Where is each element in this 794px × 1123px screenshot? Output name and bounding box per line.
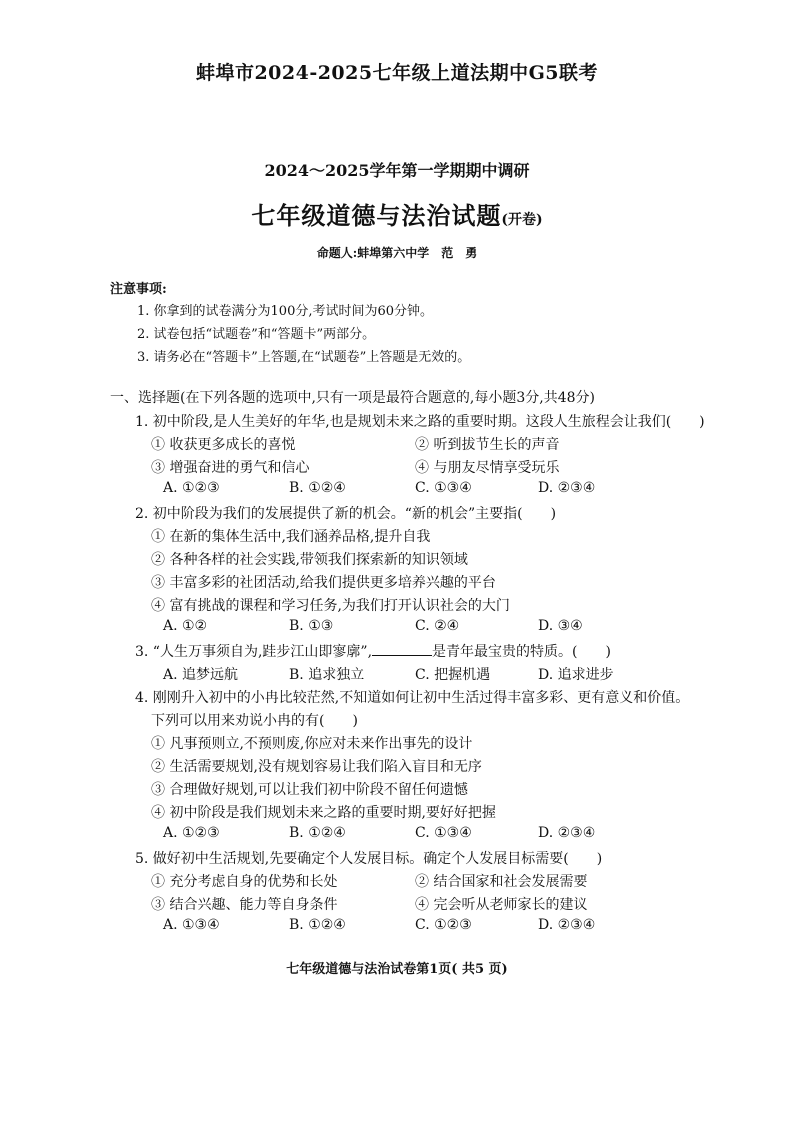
question-statement: ④ 与朋友尽情享受玩乐 bbox=[415, 460, 560, 476]
answer-choice: C. ①②③ bbox=[415, 917, 472, 933]
question-statement: ② 各种各样的社会实践,带领我们探索新的知识领域 bbox=[151, 552, 468, 568]
question-statement: ④ 初中阶段是我们规划未来之路的重要时期,要好好把握 bbox=[151, 805, 496, 821]
question-stem-text: 1. 初中阶段,是人生美好的年华,也是规划未来之路的重要时期。这段人生旅程会让我们( bbox=[135, 414, 672, 430]
question-statement: ① 在新的集体生活中,我们涵养品格,提升自我 bbox=[151, 529, 431, 545]
answer-paren-close: ) bbox=[605, 644, 611, 660]
notice-item: 2. 试卷包括“试题卷”和“答题卡”两部分。 bbox=[137, 327, 376, 342]
notice-title: 注意事项: bbox=[110, 282, 167, 297]
answer-paren-close: ) bbox=[699, 414, 705, 430]
question-stem-text: 3. “人生万事须自为,跬步江山即寥廓”, bbox=[135, 644, 373, 660]
question-stem-text: 5. 做好初中生活规划,先要确定个人发展目标。确定个人发展目标需要( bbox=[135, 851, 569, 867]
answer-paren-close: ) bbox=[352, 713, 358, 729]
question-stem bbox=[135, 641, 611, 661]
question-stem: 4. 刚刚升入初中的小冉比较茫然,不知道如何让初中生活过得丰富多彩、更有意义和价值。 bbox=[135, 690, 690, 706]
answer-choice: D. 追求进步 bbox=[538, 667, 614, 683]
question-statement: ② 结合国家和社会发展需要 bbox=[415, 874, 588, 890]
section-title: 一、选择题(在下列各题的选项中,只有一项是最符合题意的,每小题3分,共48分) bbox=[110, 390, 595, 406]
answer-paren-close: ) bbox=[596, 851, 603, 867]
exam-author: 命题人:蚌埠第六中学 范 勇 bbox=[316, 246, 478, 260]
question-stem-text: 是青年最宝贵的特质。( bbox=[432, 644, 578, 660]
answer-choice: A. ①②③ bbox=[163, 480, 220, 496]
answer-choice: B. 追求独立 bbox=[289, 667, 365, 683]
answer-choice: B. ①②④ bbox=[289, 825, 346, 841]
answer-choice: D. ②③④ bbox=[538, 480, 596, 496]
question-stem-continued bbox=[151, 710, 358, 730]
question-statement: ② 听到拔节生长的声音 bbox=[415, 437, 560, 453]
notice-item: 3. 请务必在“答题卡”上答题,在“试题卷”上答题是无效的。 bbox=[137, 350, 471, 365]
exam-title bbox=[0, 196, 794, 231]
page-header: 蚌埠市2024-2025七年级上道法期中G5联考 bbox=[195, 62, 599, 84]
question-statement: ① 充分考虑自身的优势和长处 bbox=[151, 874, 338, 890]
question-statement: ② 生活需要规划,没有规划容易让我们陷入盲目和无序 bbox=[151, 759, 482, 775]
question-stem bbox=[135, 411, 705, 431]
answer-choice: D. ②③④ bbox=[538, 917, 596, 933]
fill-blank bbox=[372, 643, 432, 656]
answer-choice: C. ①③④ bbox=[415, 825, 472, 841]
answer-choice: D. ②③④ bbox=[538, 825, 596, 841]
question-statement: ③ 合理做好规划,可以让我们初中阶段不留任何遗憾 bbox=[151, 782, 468, 798]
exam-title-text: 七年级道德与法治试题 bbox=[251, 201, 502, 230]
answer-choice: A. ①② bbox=[163, 618, 208, 634]
answer-choice: A. ①③④ bbox=[163, 917, 220, 933]
question-stem bbox=[135, 848, 602, 868]
answer-paren-close: ) bbox=[550, 506, 557, 522]
exam-subtitle: 2024～2025学年第一学期期中调研 bbox=[264, 161, 530, 180]
question-statement: ① 收获更多成长的喜悦 bbox=[151, 437, 296, 453]
question-stem bbox=[135, 503, 556, 523]
question-statement: ① 凡事预则立,不预则废,你应对未来作出事先的设计 bbox=[151, 736, 473, 752]
answer-choice: D. ③④ bbox=[538, 618, 583, 634]
question-stem-text: 下列可以用来劝说小冉的有( bbox=[151, 713, 325, 729]
page-footer: 七年级道德与法治试卷第1页( 共5 页) bbox=[286, 962, 508, 977]
answer-choice: B. ①②④ bbox=[289, 480, 346, 496]
question-statement: ③ 增强奋进的勇气和信心 bbox=[151, 460, 310, 476]
question-statement: ③ 丰富多彩的社团活动,给我们提供更多培养兴趣的平台 bbox=[151, 575, 496, 591]
question-stem-text: 2. 初中阶段为我们的发展提供了新的机会。“新的机会”主要指( bbox=[135, 506, 523, 522]
notice-item: 1. 你拿到的试卷满分为100分,考试时间为60分钟。 bbox=[137, 304, 434, 319]
answer-choice: C. 把握机遇 bbox=[415, 667, 491, 683]
exam-title-suffix: (开卷) bbox=[501, 212, 543, 228]
question-statement: ④ 富有挑战的课程和学习任务,为我们打开认识社会的大门 bbox=[151, 598, 510, 614]
answer-choice: B. ①②④ bbox=[289, 917, 346, 933]
answer-choice: B. ①③ bbox=[289, 618, 334, 634]
answer-choice: A. ①②③ bbox=[163, 825, 220, 841]
answer-choice: C. ②④ bbox=[415, 618, 460, 634]
question-statement: ③ 结合兴趣、能力等自身条件 bbox=[151, 897, 338, 913]
question-statement: ④ 完会听从老师家长的建议 bbox=[415, 897, 588, 913]
answer-choice: A. 追梦远航 bbox=[163, 667, 239, 683]
answer-choice: C. ①③④ bbox=[415, 480, 472, 496]
